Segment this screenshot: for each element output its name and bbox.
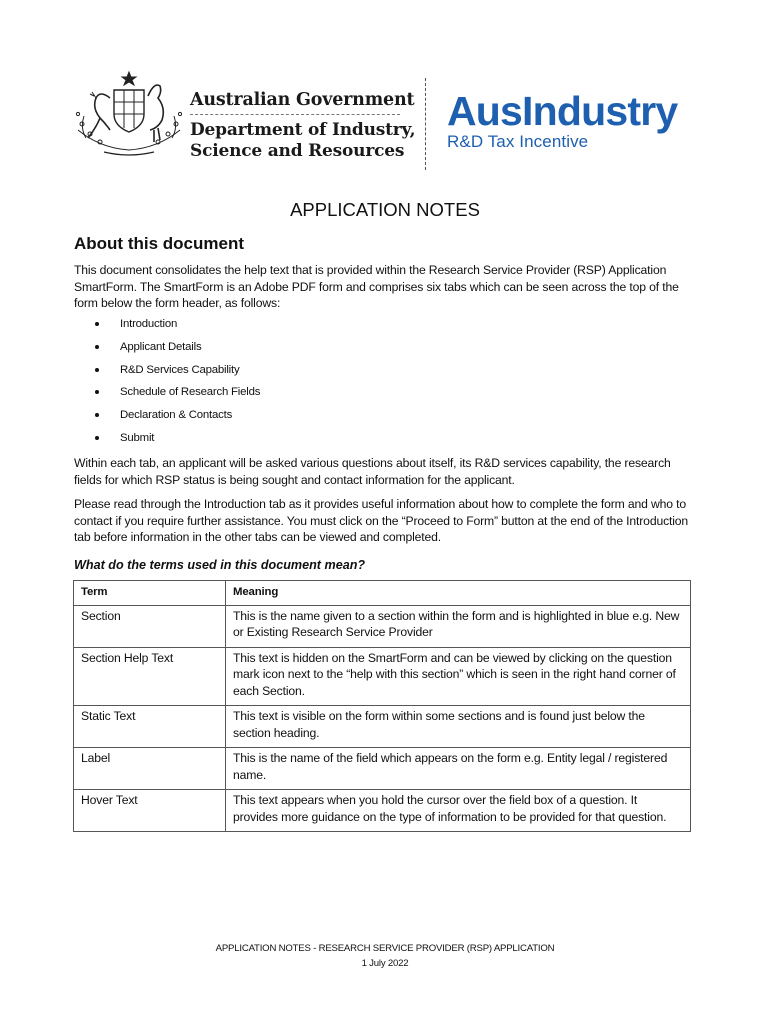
tab-list [95,316,260,453]
table-row [74,790,691,832]
list-item-label: Schedule of Research Fields [120,386,261,399]
bullet-icon [95,345,99,349]
table-row [74,647,691,706]
intro-paragraph: This document consolidates the help text that is provided within the Research Service Provider (RSP) Application SmartForm. The SmartForm is an Adobe PDF form and comprises six tabs which can be seen across the top of the form below the form header, as follows: [74,263,679,310]
logotype-divider [190,114,400,115]
list-item-label: Declaration & Contacts [120,409,233,422]
list-item-label: Applicant Details [120,340,202,353]
list-item [95,362,260,385]
list-item [95,384,260,407]
ausindustry-logo [447,90,677,152]
term-cell: Static Text [74,706,226,748]
footer-document-name: APPLICATION NOTES - RESEARCH SERVICE PROVIDER (RSP) APPLICATION [215,943,555,954]
page-header [70,68,710,178]
list-item [95,339,260,362]
header-divider [425,78,426,170]
terms-table [73,580,691,832]
footer-date: 1 July 2022 [361,957,409,969]
table-header-row [74,581,691,606]
bullet-icon [95,322,99,326]
bullet-icon [95,390,99,394]
document-title: APPLICATION NOTES [290,199,480,220]
meaning-cell: This text appears when you hold the cursor over the field box of a question. It provides more guidance on the type of information to be provided for that question. [226,790,691,832]
meaning-cell: This text is hidden on the SmartForm and can be viewed by clicking on the question mark icon next to the “help with this section” which is seen in the right hand corner of each Section. [226,647,691,706]
column-header-meaning: Meaning [226,581,691,606]
bullet-icon [95,413,99,417]
brand-name: AusIndustry [447,88,678,134]
department-line-1: Department of Industry, [190,120,416,140]
term-cell: Hover Text [74,790,226,832]
list-item-label: Introduction [120,318,178,330]
table-row [74,605,691,647]
list-item-label: R&D Services Capability [120,363,240,376]
list-item [95,316,260,339]
table-row [74,706,691,748]
term-cell: Section Help Text [74,647,226,706]
list-item [95,430,260,453]
government-name: Australian Government [190,90,415,110]
terms-heading: What do the terms used in this document mean? [74,558,366,572]
paragraph-tabs-description: Within each tab, an applicant will be asked various questions about itself, its R&D services capability, the research fields for which RSP status is being sought and contact information for the applicant. [74,456,671,487]
page-footer [0,942,770,971]
meaning-cell: This is the name given to a section within the form and is highlighted in blue e.g. New or Existing Research Service Provider [226,605,691,647]
paragraph-introduction-instructions: Please read through the Introduction tab as it provides useful information about how to complete the form and who to contact if you require further assistance. You must click on the “Proceed to Form” button at the end of the Introduction tab before information in the other tabs can be viewed and completed. [74,497,689,544]
government-logotype [190,90,415,162]
list-item-label: Submit [120,431,155,444]
bullet-icon [95,436,99,440]
column-header-term: Term [74,581,226,606]
list-item [95,407,260,430]
meaning-cell: This text is visible on the form within some sections and is found just below the section heading. [226,706,691,748]
brand-subtitle: R&D Tax Incentive [447,132,589,151]
table-row [74,748,691,790]
term-cell: Section [74,605,226,647]
bullet-icon [95,368,99,372]
coat-of-arms-icon [70,68,188,160]
about-heading: About this document [74,234,244,253]
term-cell: Label [74,748,226,790]
meaning-cell: This is the name of the field which appears on the form e.g. Entity legal / registered name. [226,748,691,790]
department-line-2: Science and Resources [190,141,405,161]
